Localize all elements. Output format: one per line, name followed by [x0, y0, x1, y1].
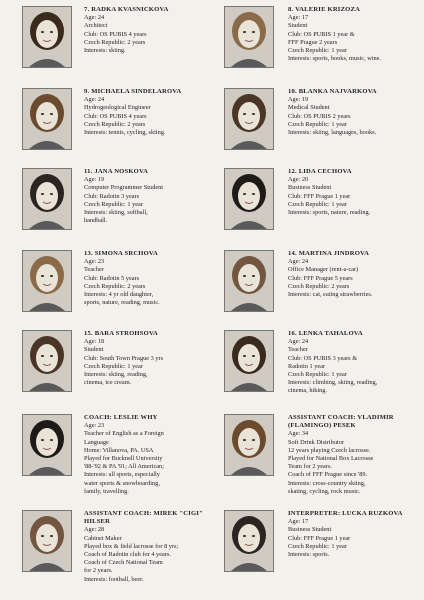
profile-detail-line: Club: OS PUBIS 4 years — [84, 112, 147, 120]
profile-card — [0, 330, 210, 412]
profile-detail-line: Cabinet Maker — [84, 534, 122, 542]
profile-info — [288, 168, 422, 217]
profile-name: 16. LENKA TAHALOVA — [288, 330, 363, 337]
profile-detail-line: Teacher — [288, 346, 308, 354]
profile-detail-line: Club: OS PUBIS 3 years & — [288, 354, 358, 362]
profile-detail-line: Business Student — [288, 526, 332, 534]
profile-detail-line: Coach of Radotin club for 4 years. — [84, 551, 171, 559]
profile-detail-line: '88-'92 & PA '91; All American; — [84, 463, 164, 471]
profile-detail-line: Medical Student — [288, 104, 330, 112]
profile-detail-line: Soft Drink Distributor — [288, 438, 344, 446]
profile-detail-line: Interests: tennis, cycling, skiing. — [84, 129, 166, 137]
profile-info — [288, 510, 422, 559]
profile-detail-line: Interests: skiing. — [84, 47, 126, 55]
profile-card — [0, 414, 210, 496]
profile-detail-line: Team for 2 years. — [288, 463, 332, 471]
profile-name: ASSISTANT COACH: MIREK "CIGI" HILSER — [84, 510, 203, 526]
portrait-photo — [22, 168, 72, 230]
profile-detail-line: water sports & snowboarding, — [84, 479, 160, 487]
profile-card — [212, 250, 422, 332]
profile-detail-line: FFF Prague 2 years — [288, 38, 338, 46]
portrait-photo — [224, 414, 274, 476]
portrait-photo — [224, 330, 274, 392]
profile-detail-line: Language — [84, 438, 109, 446]
profile-detail-line: Club: OS PUBIS 2 years — [288, 112, 351, 120]
profile-name: INTERPRETER: LUCKA RUZKOVA — [288, 510, 403, 517]
profile-info — [288, 88, 422, 137]
portrait-photo — [22, 510, 72, 572]
profile-detail-line: Czech Republic: 1 year — [84, 200, 143, 208]
profile-detail-line: skating, cycling, rock music. — [288, 487, 361, 495]
profile-detail-line: Interests: skiing, languages, books. — [288, 129, 377, 137]
profile-card — [0, 6, 210, 88]
profile-name: 7. RADKA KVASNICKOVA — [84, 6, 169, 13]
profile-detail-line: Czech Republic: 1 year — [288, 542, 347, 550]
profile-detail-line: family, travelling. — [84, 487, 129, 495]
profile-detail-line: Czech Republic: 1 year — [288, 47, 347, 55]
profile-name: 12. LIDA CECHOVA — [288, 168, 352, 175]
profile-detail-line: Club: FFF Prague 5 years — [288, 274, 353, 282]
profile-detail-line: Business Student — [288, 184, 332, 192]
profile-detail-line: Interests: skiing, softball, — [84, 209, 148, 217]
profile-detail-line: Interests: sports, nature, reading. — [288, 209, 371, 217]
profile-name: ASSISTANT COACH: VLADIMIR (FLAMINGO) PESEK — [288, 414, 394, 430]
profile-detail-line: Played for National Box Lacrosse — [288, 455, 374, 463]
profile-detail-line: Interests: 4 yr old daughter, — [84, 291, 154, 299]
portrait-photo — [224, 250, 274, 312]
portrait-photo — [224, 88, 274, 150]
portrait-photo — [22, 88, 72, 150]
profile-card — [212, 6, 422, 88]
profile-name: 8. VALERIE KRIZOZA — [288, 6, 361, 13]
profile-detail-line: Age: 17 — [288, 14, 309, 22]
profile-detail-line: Club: Radotin 3 years — [84, 192, 140, 200]
profile-detail-line: Interests: all sports, especially — [84, 471, 160, 479]
profile-detail-line: Architect — [84, 22, 108, 30]
profile-name: 15. BARA STROHSOVA — [84, 330, 159, 337]
profile-detail-line: Played box & field lacrosse for 8 yrs; — [84, 542, 179, 550]
profile-card — [212, 510, 422, 592]
profile-info — [84, 250, 208, 307]
profile-detail-line: Played for Bucknell University — [84, 455, 163, 463]
profile-card — [212, 168, 422, 250]
profile-detail-line: Age: 23 — [84, 422, 105, 430]
profile-detail-line: Czech Republic: 2 years — [288, 282, 350, 290]
profile-detail-line: Interests: cat, eating strawberries. — [288, 291, 373, 299]
profile-detail-line: 12 years playing Czech lacrosse. — [288, 446, 371, 454]
profile-detail-line: Interests: sports, books, music, wine. — [288, 55, 382, 63]
profile-name: 10. BLANKA NAJVARKOVA — [288, 88, 377, 95]
profile-detail-line: Czech Republic: 1 year — [288, 120, 347, 128]
profile-detail-line: Czech Republic: 2 years — [84, 120, 146, 128]
profile-detail-line: Club: OS PUBIS 4 years — [84, 30, 147, 38]
profile-detail-line: Club: OS PUBIS 1 year & — [288, 30, 355, 38]
profile-detail-line: Age: 23 — [84, 258, 105, 266]
profile-detail-line: Interests: climbing, skiing, reading, — [288, 379, 378, 387]
profile-detail-line: Club: FFF Prague 1 year — [288, 534, 351, 542]
profile-detail-line: Club: FFF Prague 1 year — [288, 192, 351, 200]
profile-detail-line: cinema, hiking. — [288, 387, 327, 395]
profile-detail-line: Teacher — [84, 266, 104, 274]
profile-card — [0, 250, 210, 332]
profile-info — [288, 330, 422, 396]
portrait-photo — [22, 330, 72, 392]
profile-detail-line: Office Manager (rent-a-car) — [288, 266, 359, 274]
profile-detail-line: Student — [288, 22, 308, 30]
profile-detail-line: Czech Republic: 2 years — [84, 282, 146, 290]
portrait-photo — [22, 250, 72, 312]
profile-detail-line: Age: 24 — [84, 96, 105, 104]
profile-info — [84, 330, 208, 387]
profile-card — [0, 88, 210, 170]
profile-detail-line: Age: 28 — [84, 526, 105, 534]
portrait-photo — [224, 510, 274, 572]
profile-card — [212, 330, 422, 412]
profile-detail-line: handball. — [84, 217, 108, 225]
profile-detail-line: Age: 24 — [288, 258, 309, 266]
profile-name: 9. MICHAELA SINDELAROVA — [84, 88, 182, 95]
profile-name: 13. SIMONA SRCHOVA — [84, 250, 159, 257]
profile-detail-line: cinema, ice cream. — [84, 379, 132, 387]
profile-detail-line: Computer Programmer Student — [84, 184, 164, 192]
portrait-photo — [224, 168, 274, 230]
portrait-photo — [22, 414, 72, 476]
profile-detail-line: Interests: cross-country skiing, — [288, 479, 366, 487]
profile-card — [0, 510, 210, 592]
profile-info — [84, 414, 208, 496]
profile-detail-line: Radotin 1 year — [288, 362, 326, 370]
profile-detail-line: Club: South Town Prague 3 yrs — [84, 354, 164, 362]
profile-detail-line: Coach of FFF Prague since '89. — [288, 471, 368, 479]
profile-detail-line: Czech Republic: 2 years — [84, 38, 146, 46]
portrait-photo — [224, 6, 274, 68]
profile-name: COACH: LESLIE WHY — [84, 414, 158, 421]
profile-detail-line: Czech Republic: 1 year — [84, 362, 143, 370]
profile-detail-line: Interests: skiing, reading, — [84, 371, 148, 379]
profile-detail-line: Age: 24 — [288, 338, 309, 346]
profile-info — [288, 250, 422, 299]
profile-detail-line: Czech Republic: 1 year — [288, 371, 347, 379]
profile-info — [84, 168, 208, 225]
profile-card — [212, 414, 422, 496]
profile-info — [288, 6, 422, 63]
profile-detail-line: Hydrogeological Engineer — [84, 104, 151, 112]
profile-detail-line: Age: 19 — [84, 176, 105, 184]
profile-detail-line: Age: 19 — [288, 96, 309, 104]
profile-detail-line: Age: 24 — [84, 14, 105, 22]
profile-detail-line: Age: 18 — [84, 338, 105, 346]
portrait-photo — [22, 6, 72, 68]
profile-name: 14. MARTINA JINDROVA — [288, 250, 370, 257]
profile-detail-line: Coach of Czech National Team — [84, 559, 163, 567]
profile-info — [84, 88, 208, 137]
profile-detail-line: sports, nature, reading, music. — [84, 299, 160, 307]
profile-detail-line: Teacher of English as a Foreign — [84, 430, 164, 438]
profile-detail-line: Student — [84, 346, 104, 354]
profile-card — [0, 168, 210, 250]
profile-detail-line: Home: Villanova, PA. USA — [84, 446, 154, 454]
profile-detail-line: Interests: football, beer. — [84, 575, 144, 583]
profile-info — [288, 414, 422, 496]
profile-name: 11. JANA NOSKOVA — [84, 168, 149, 175]
profile-detail-line: Club: Radotin 5 years — [84, 274, 140, 282]
profile-detail-line: for 2 years. — [84, 567, 113, 575]
profile-detail-line: Age: 17 — [288, 518, 309, 526]
profile-detail-line: Age: 20 — [288, 176, 309, 184]
profile-card — [212, 88, 422, 170]
profile-detail-line: Czech Republic: 1 year — [288, 200, 347, 208]
profile-detail-line: Age: 34 — [288, 430, 309, 438]
profile-info — [84, 6, 208, 55]
profile-detail-line: Interests: sports. — [288, 551, 330, 559]
profile-info — [84, 510, 208, 584]
